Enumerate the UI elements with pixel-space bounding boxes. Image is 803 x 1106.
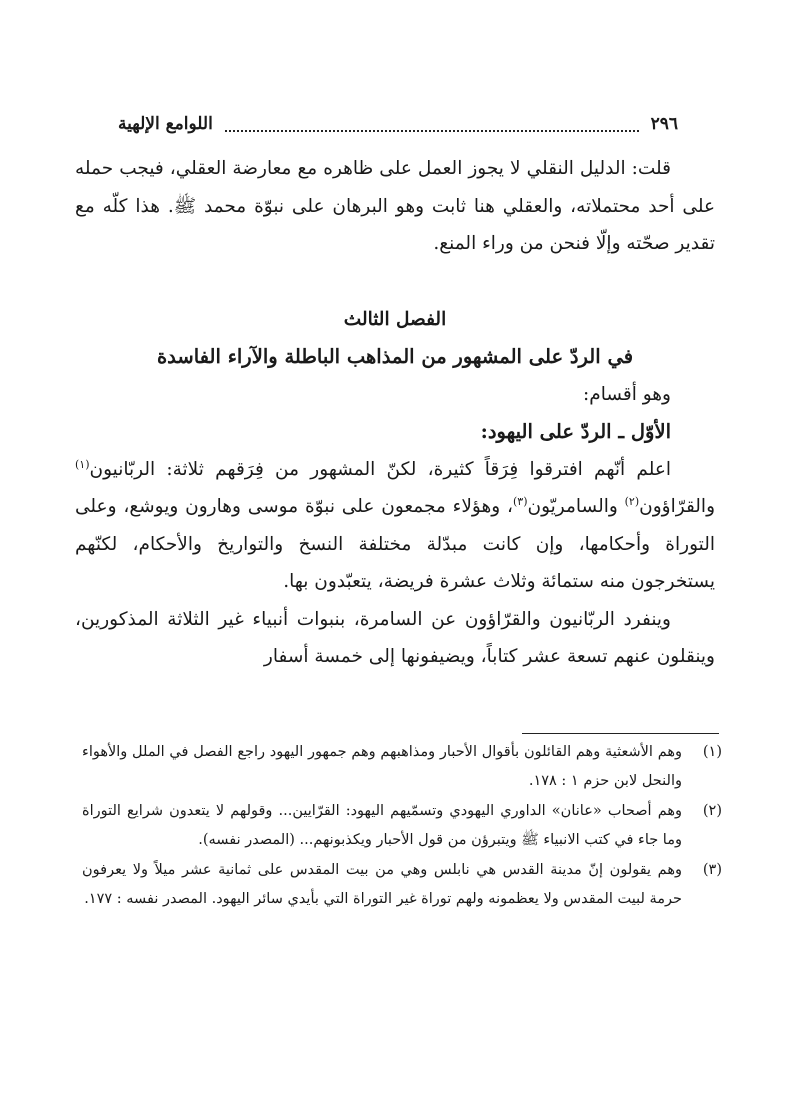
section-lead: وهو أقسام: xyxy=(583,383,671,405)
footnotes xyxy=(82,738,722,915)
footnote-ref-1[interactable]: (١) xyxy=(75,457,90,471)
footnote-item xyxy=(82,856,722,913)
paragraph-sects xyxy=(75,451,715,601)
para1-text-c: والسامريّون xyxy=(527,496,625,517)
footnote-item xyxy=(82,797,722,854)
section-subtitle: في الردّ على المشهور من المذاهب الباطلة والآراء الفاسدة xyxy=(156,345,634,368)
footnote-item xyxy=(82,738,722,795)
paragraph-samaritans: وينفرد الربّانيون والقرّاؤون عن السامرة، بنبوات أنبياء غير الثلاثة المذكورين، وينقلون عنهم تسعة عشر كتاباً، ويضيفونها إلى خمسة أسفار xyxy=(75,608,715,667)
main-text xyxy=(75,150,715,676)
leader-dots xyxy=(225,116,639,132)
footnote-number: (١) xyxy=(702,744,722,760)
part-heading: الأوّل ـ الردّ على اليهود: xyxy=(480,420,671,443)
footnote-text: وهم يقولون إنّ مدينة القدس هي نابلس وهي من بيت المقدس على ثمانية عشر ميلاً ولا يعرفون حرمة لبيت المقدس ولا يعظمونه ولهم توراة غير التوراة التي بأيدي سائر اليهود. المصدر نفسه : ١٧٧. xyxy=(82,862,682,907)
footnote-ref-2[interactable]: (٢) xyxy=(624,494,640,508)
para1-text-d: ، وهؤلاء مجمعون على نبوّة موسى وهارون ويوشع، وعلى التوراة وأحكامها، وإن كانت مبدّلة مختلفة النسخ والتواريخ والأحكام، لكنّهم يستخرجون منه ستمائة وثلاث عشرة فريضة، يتعبّدون بها. xyxy=(75,496,715,592)
section-title: الفصل الثالث xyxy=(343,308,447,330)
para1-text-a: اعلم أنّهم افترقوا فِرَقاً كثيرة، لكنّ المشهور من فِرَقهم ثلاثة: الربّانيون xyxy=(89,458,671,480)
footnote-text: وهم أصحاب «عانان» الداوري اليهودي وتسمّيهم اليهود: القرّايين... وقولهم لا يتعدون شرايع التوراة وما جاء في كتب الانبياء ﷺ ويتبرؤن من قول الأحبار ويكذبونهم... (المصدر نفسه). xyxy=(82,803,682,848)
footnote-ref-3[interactable]: (٣) xyxy=(513,494,528,508)
page-number: ٢٩٦ xyxy=(650,114,678,134)
footnote-number: (٢) xyxy=(702,803,722,819)
running-header xyxy=(118,106,678,142)
running-title: اللوامع الإلهية xyxy=(118,114,213,134)
footnote-rule xyxy=(522,733,719,734)
intro-paragraph: قلت: الدليل النقلي لا يجوز العمل على ظاهره مع معارضة العقلي، فيجب حمله على أحد محتملاته، والعقلي هنا ثابت وهو البرهان على نبوّة محمد ﷺ. هذا كلّه مع تقدير صحّته وإلّا فنحن من وراء المنع. xyxy=(75,158,715,254)
footnote-text: وهم الأشعثية وهم القائلون بأقوال الأحبار ومذاهبهم وهم جمهور اليهود راجع الفصل في الملل والأهواء والنحل لابن حزم ١ : ١٧٨. xyxy=(82,744,682,789)
footnote-number: (٣) xyxy=(702,862,722,878)
para1-text-b: والقرّاؤون xyxy=(639,496,716,517)
